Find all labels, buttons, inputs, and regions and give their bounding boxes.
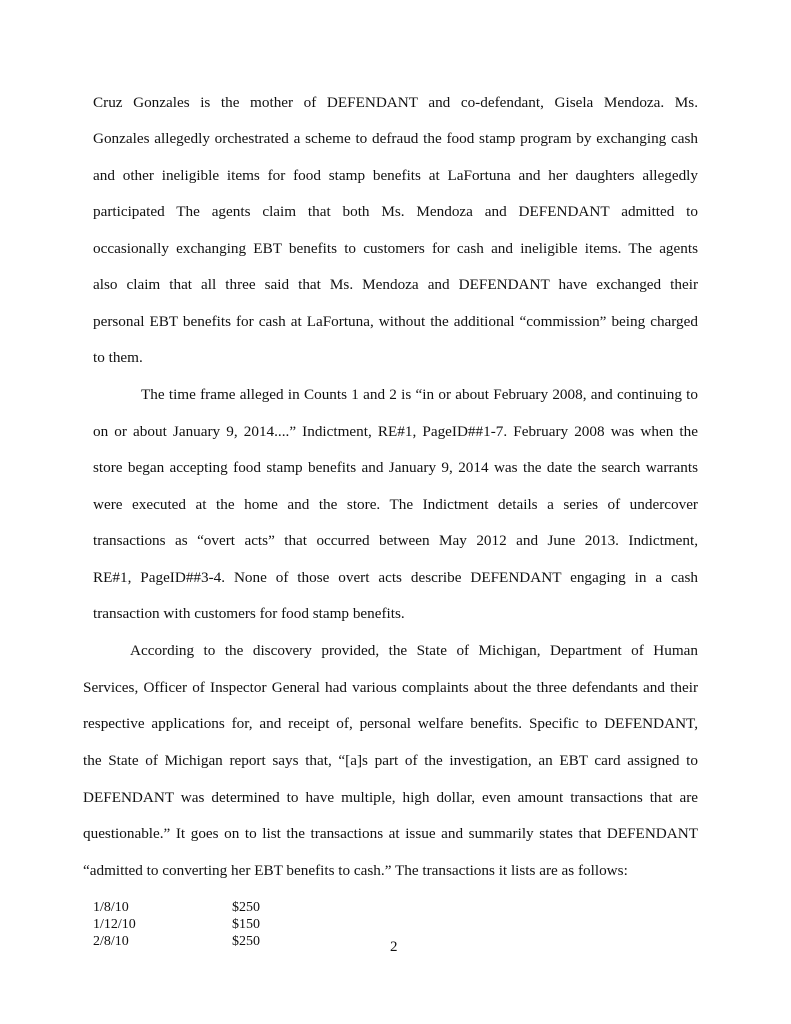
text-line: and other ineligible items for food stamp benefits at LaFortuna and her daughters allegedly: [93, 167, 698, 184]
transaction-amount: $250: [232, 934, 260, 949]
text-line: Cruz Gonzales is the mother of DEFENDANT and co-defendant, Gisela Mendoza. Ms.: [93, 94, 698, 111]
transaction-date: 1/12/10: [93, 917, 136, 932]
text-line: the State of Michigan report says that, “[a]s part of the investigation, an EBT card assigned to: [83, 752, 698, 769]
text-line: were executed at the home and the store. The Indictment details a series of undercover: [93, 496, 698, 513]
text-line: questionable.” It goes on to list the transactions at issue and summarily states that DEFENDANT: [83, 825, 698, 842]
text-line: RE#1, PageID##3-4. None of those overt acts describe DEFENDANT engaging in a cash: [93, 569, 698, 586]
transaction-amount: $150: [232, 917, 260, 932]
transaction-date: 1/8/10: [93, 900, 129, 915]
text-line: The time frame alleged in Counts 1 and 2 is “in or about February 2008, and continuing to: [141, 386, 698, 403]
text-line: personal EBT benefits for cash at LaFortuna, without the additional “commission” being charged: [93, 313, 698, 330]
page-number: 2: [390, 939, 398, 955]
text-line: Services, Officer of Inspector General had various complaints about the three defendants and their: [83, 679, 698, 696]
text-line: Gonzales allegedly orchestrated a scheme to defraud the food stamp program by exchanging cash: [93, 130, 698, 147]
text-line: participated The agents claim that both Ms. Mendoza and DEFENDANT admitted to: [93, 203, 698, 220]
text-line: transactions as “overt acts” that occurred between May 2012 and June 2013. Indictment,: [93, 532, 698, 549]
text-line: respective applications for, and receipt of, personal welfare benefits. Specific to DEFENDANT,: [83, 715, 698, 732]
text-line: store began accepting food stamp benefits and January 9, 2014 was the date the search warrants: [93, 459, 698, 476]
text-line: According to the discovery provided, the State of Michigan, Department of Human: [130, 642, 698, 659]
text-line: “admitted to converting her EBT benefits to cash.” The transactions it lists are as follows:: [83, 862, 628, 879]
text-line: occasionally exchanging EBT benefits to customers for cash and ineligible items. The agents: [93, 240, 698, 257]
text-line: DEFENDANT was determined to have multiple, high dollar, even amount transactions that are: [83, 789, 698, 806]
transaction-amount: $250: [232, 900, 260, 915]
transaction-date: 2/8/10: [93, 934, 129, 949]
text-line: also claim that all three said that Ms. Mendoza and DEFENDANT have exchanged their: [93, 276, 698, 293]
text-line: to them.: [93, 349, 143, 366]
text-line: on or about January 9, 2014....” Indictment, RE#1, PageID##1-7. February 2008 was when the: [93, 423, 698, 440]
text-line: transaction with customers for food stamp benefits.: [93, 605, 405, 622]
